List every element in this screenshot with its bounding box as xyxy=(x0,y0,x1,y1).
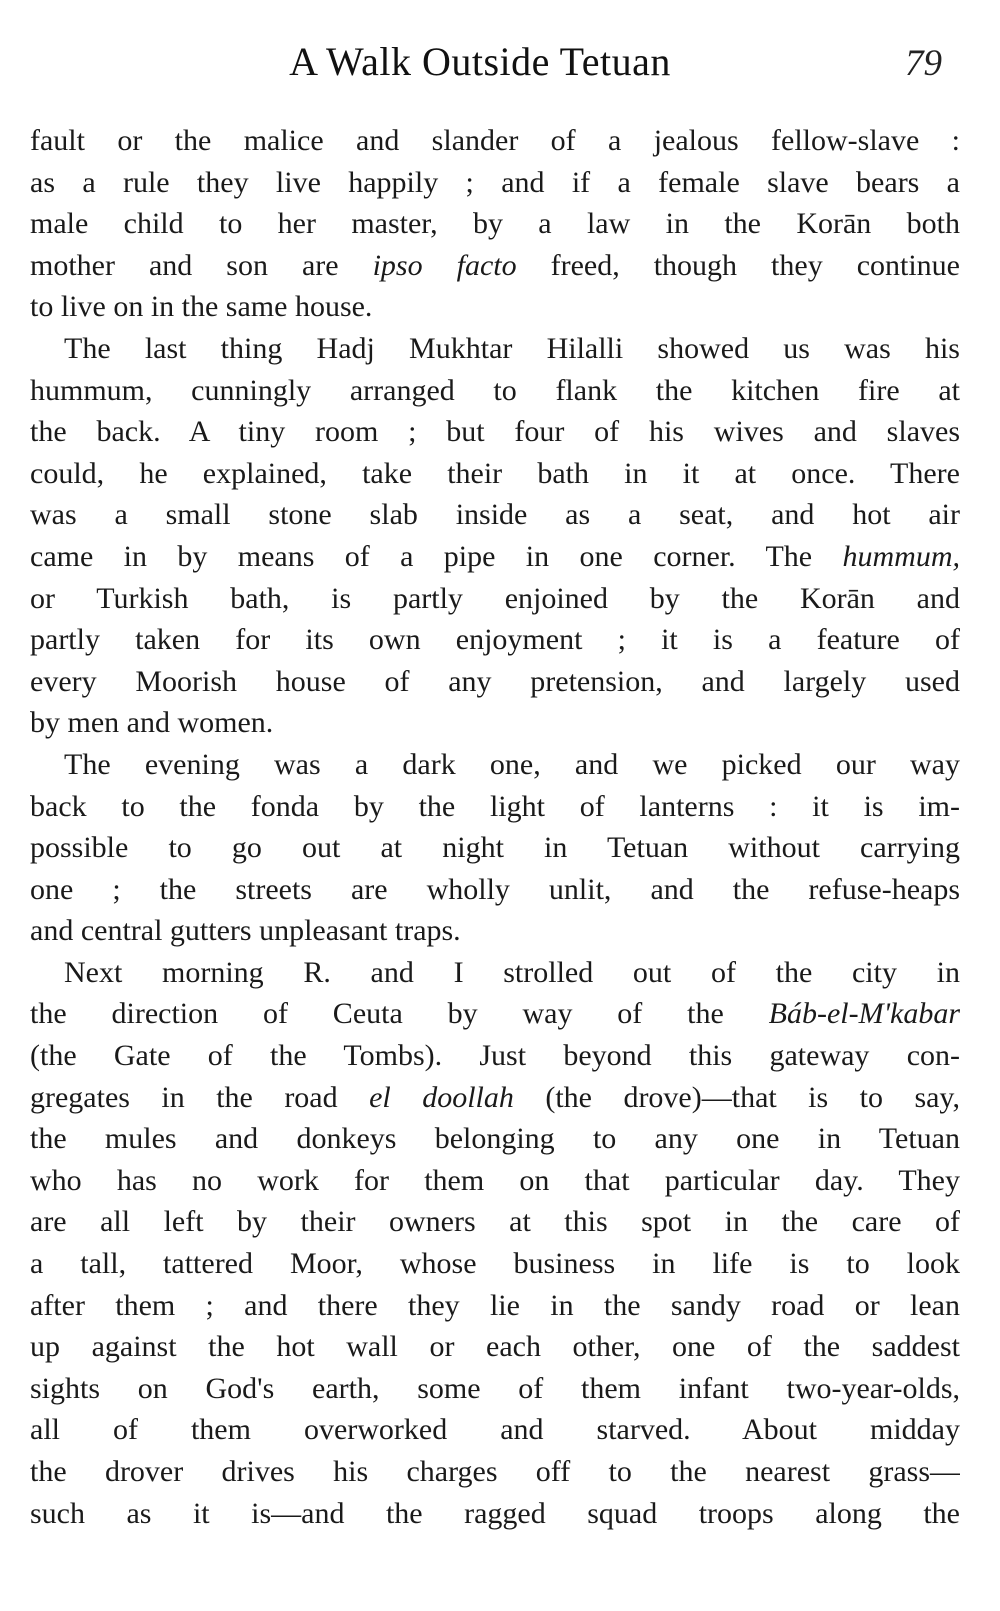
text-line: the drover drives his charges off to the nearest grass— xyxy=(30,1455,960,1488)
italic-term: Báb-el-M'kabar xyxy=(768,997,960,1031)
text-line: up against the hot wall or each other, one of the saddest xyxy=(30,1330,960,1364)
italic-term: ipso facto xyxy=(372,248,517,282)
text-line: gregates in the road el doollah (the drove)—that is to say, xyxy=(30,1080,960,1114)
text-line: partly taken for its own enjoyment ; it is a feature of xyxy=(30,623,960,657)
text-line: back to the fonda by the light of lanterns : it is im- xyxy=(30,789,960,823)
text-line: Next morning R. and I strolled out of the city in xyxy=(64,955,960,989)
text-line: male child to her master, by a law in the Korān both xyxy=(30,207,960,241)
text-line: The last thing Hadj Mukhtar Hilalli showed us was his xyxy=(64,331,960,365)
text-line: the back. A tiny room ; but four of his wives and slaves xyxy=(30,415,960,449)
text-line: the mules and donkeys belonging to any one in Tetuan xyxy=(30,1122,960,1156)
text-line: hummum, cunningly arranged to flank the kitchen fire at xyxy=(30,373,960,407)
text-line: as a rule they live happily ; and if a female slave bears a xyxy=(30,165,960,199)
text-line: mother and son are ipso facto freed, though they continue xyxy=(30,248,960,282)
text-line: and central gutters unpleasant traps. xyxy=(30,914,461,948)
text-line: who has no work for them on that particular day. They xyxy=(30,1163,960,1197)
running-title: A Walk Outside Tetuan xyxy=(289,39,671,84)
text-line: such as it is—and the ragged squad troops along the xyxy=(30,1496,960,1530)
italic-term: hummum, xyxy=(842,539,960,573)
text-line: fault or the malice and slander of a jealous fellow-slave : xyxy=(30,124,960,157)
text-line: came in by means of a pipe in one corner. The hummum, xyxy=(30,539,960,573)
text-line: a tall, tattered Moor, whose business in life is to look xyxy=(30,1247,960,1281)
text-line: or Turkish bath, is partly enjoined by the Korān and xyxy=(30,581,960,615)
text-line: all of them overworked and starved. About midday xyxy=(30,1413,960,1447)
text-line: could, he explained, take their bath in it at once. There xyxy=(30,456,960,490)
text-line: was a small stone slab inside as a seat, and hot air xyxy=(30,498,960,532)
text-line: by men and women. xyxy=(30,706,274,740)
page-header xyxy=(30,38,960,98)
text-line: sights on God's earth, some of them infant two-year-olds, xyxy=(30,1371,960,1405)
text-line: are all left by their owners at this spot in the care of xyxy=(30,1205,960,1239)
text-line: one ; the streets are wholly unlit, and the refuse-heaps xyxy=(30,872,960,906)
text-line: after them ; and there they lie in the sandy road or lean xyxy=(30,1288,960,1322)
text-line: (the Gate of the Tombs). Just beyond this gateway con- xyxy=(30,1039,960,1073)
book-page xyxy=(30,0,960,1611)
italic-term: el doollah xyxy=(369,1080,514,1114)
text-line: possible to go out at night in Tetuan without carrying xyxy=(30,831,960,865)
page-number: 79 xyxy=(905,43,942,84)
text-line: every Moorish house of any pretension, and largely used xyxy=(30,664,960,698)
text-line: The evening was a dark one, and we picked our way xyxy=(64,747,960,781)
body-text xyxy=(30,120,960,1534)
text-line: to live on in the same house. xyxy=(30,290,373,324)
text-line: the direction of Ceuta by way of the Báb-el-M'kabar xyxy=(30,997,960,1031)
